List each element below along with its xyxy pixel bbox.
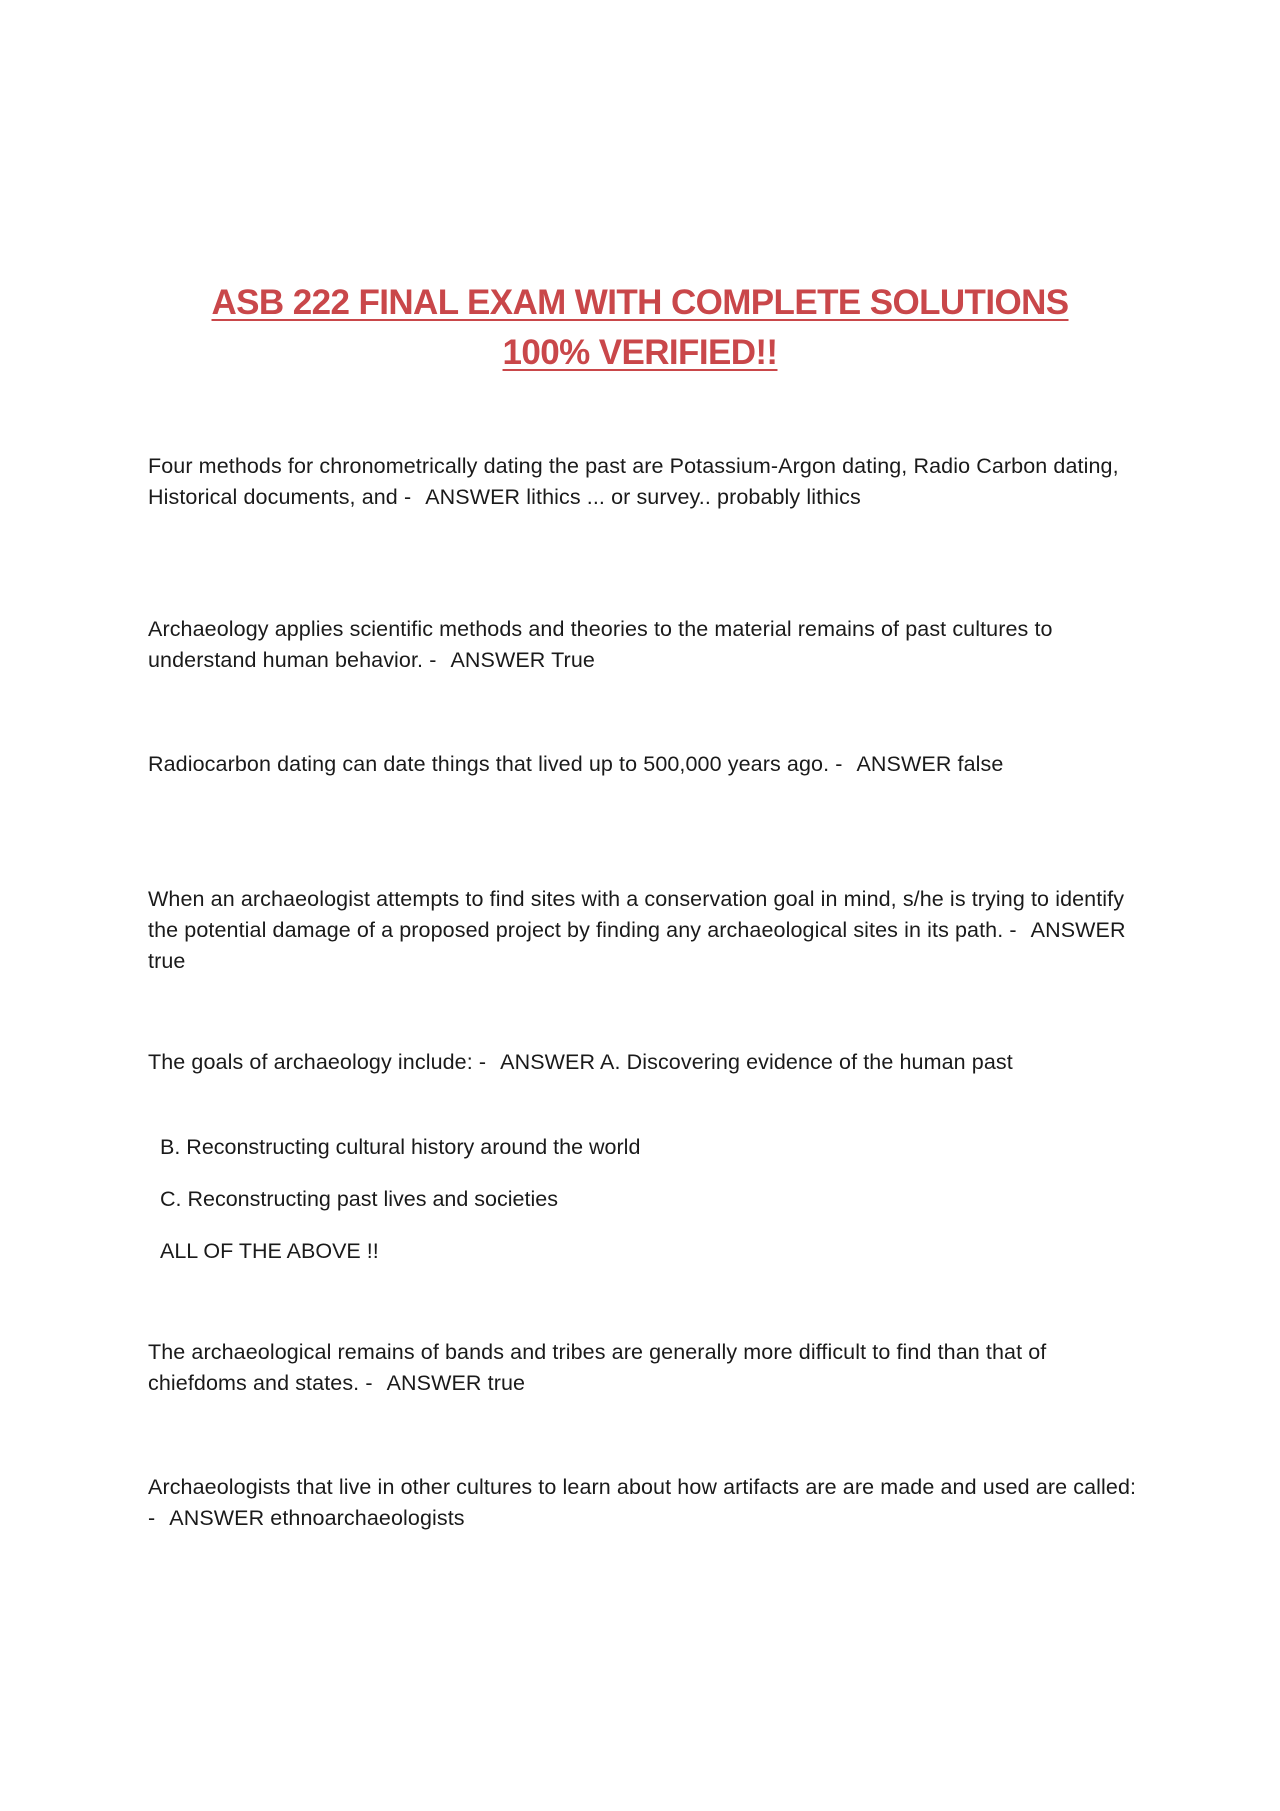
answer-text: ANSWER A. Discovering evidence of the human past <box>500 1050 1013 1074</box>
question-text: The goals of archaeology include: - <box>148 1050 487 1074</box>
question-text: Four methods for chronometrically dating the past are Potassium-Argon dating, Radio Carbon dating, Historical documents, and - <box>148 454 1119 509</box>
qa-item-2 <box>148 614 1138 676</box>
answer-text: ANSWER false <box>856 752 1004 776</box>
question-text: The archaeological remains of bands and tribes are generally more difficult to find than that of chiefdoms and states. - <box>148 1340 1047 1395</box>
question-text: Archaeologists that live in other cultures to learn about how artifacts are are made and used are called: - <box>148 1475 1137 1530</box>
answer-all-of-the-above: ALL OF THE ABOVE !! <box>160 1239 379 1263</box>
question-text: Radiocarbon dating can date things that lived up to 500,000 years ago. - <box>148 752 843 776</box>
answer-text: ANSWER ethnoarchaeologists <box>169 1506 465 1530</box>
qa-item-5 <box>148 1047 1138 1078</box>
qa-item-6 <box>148 1337 1138 1399</box>
answer-text: ANSWER True <box>450 648 595 672</box>
answer-option-c: C. Reconstructing past lives and societies <box>160 1187 558 1211</box>
title-line-2: 100% VERIFIED!! <box>502 333 778 372</box>
answer-text: ANSWER true <box>148 918 1126 973</box>
answer-text: ANSWER lithics ... or survey.. probably lithics <box>425 485 861 509</box>
qa-item-1 <box>148 451 1138 513</box>
qa-item-7 <box>148 1472 1138 1534</box>
document-title <box>140 278 1140 378</box>
answer-text: ANSWER true <box>386 1371 526 1395</box>
answer-option-b: B. Reconstructing cultural history around the world <box>160 1135 641 1159</box>
qa-item-3 <box>148 749 1138 780</box>
question-text: Archaeology applies scientific methods and theories to the material remains of past cultures to understand human behavior. - <box>148 617 1053 672</box>
qa-item-4 <box>148 884 1138 977</box>
title-line-1: ASB 222 FINAL EXAM WITH COMPLETE SOLUTIONS <box>211 283 1069 322</box>
question-text: When an archaeologist attempts to find sites with a conservation goal in mind, s/he is trying to identify the potential damage of a proposed project by finding any archaeological sites in its path. - <box>148 887 1125 942</box>
